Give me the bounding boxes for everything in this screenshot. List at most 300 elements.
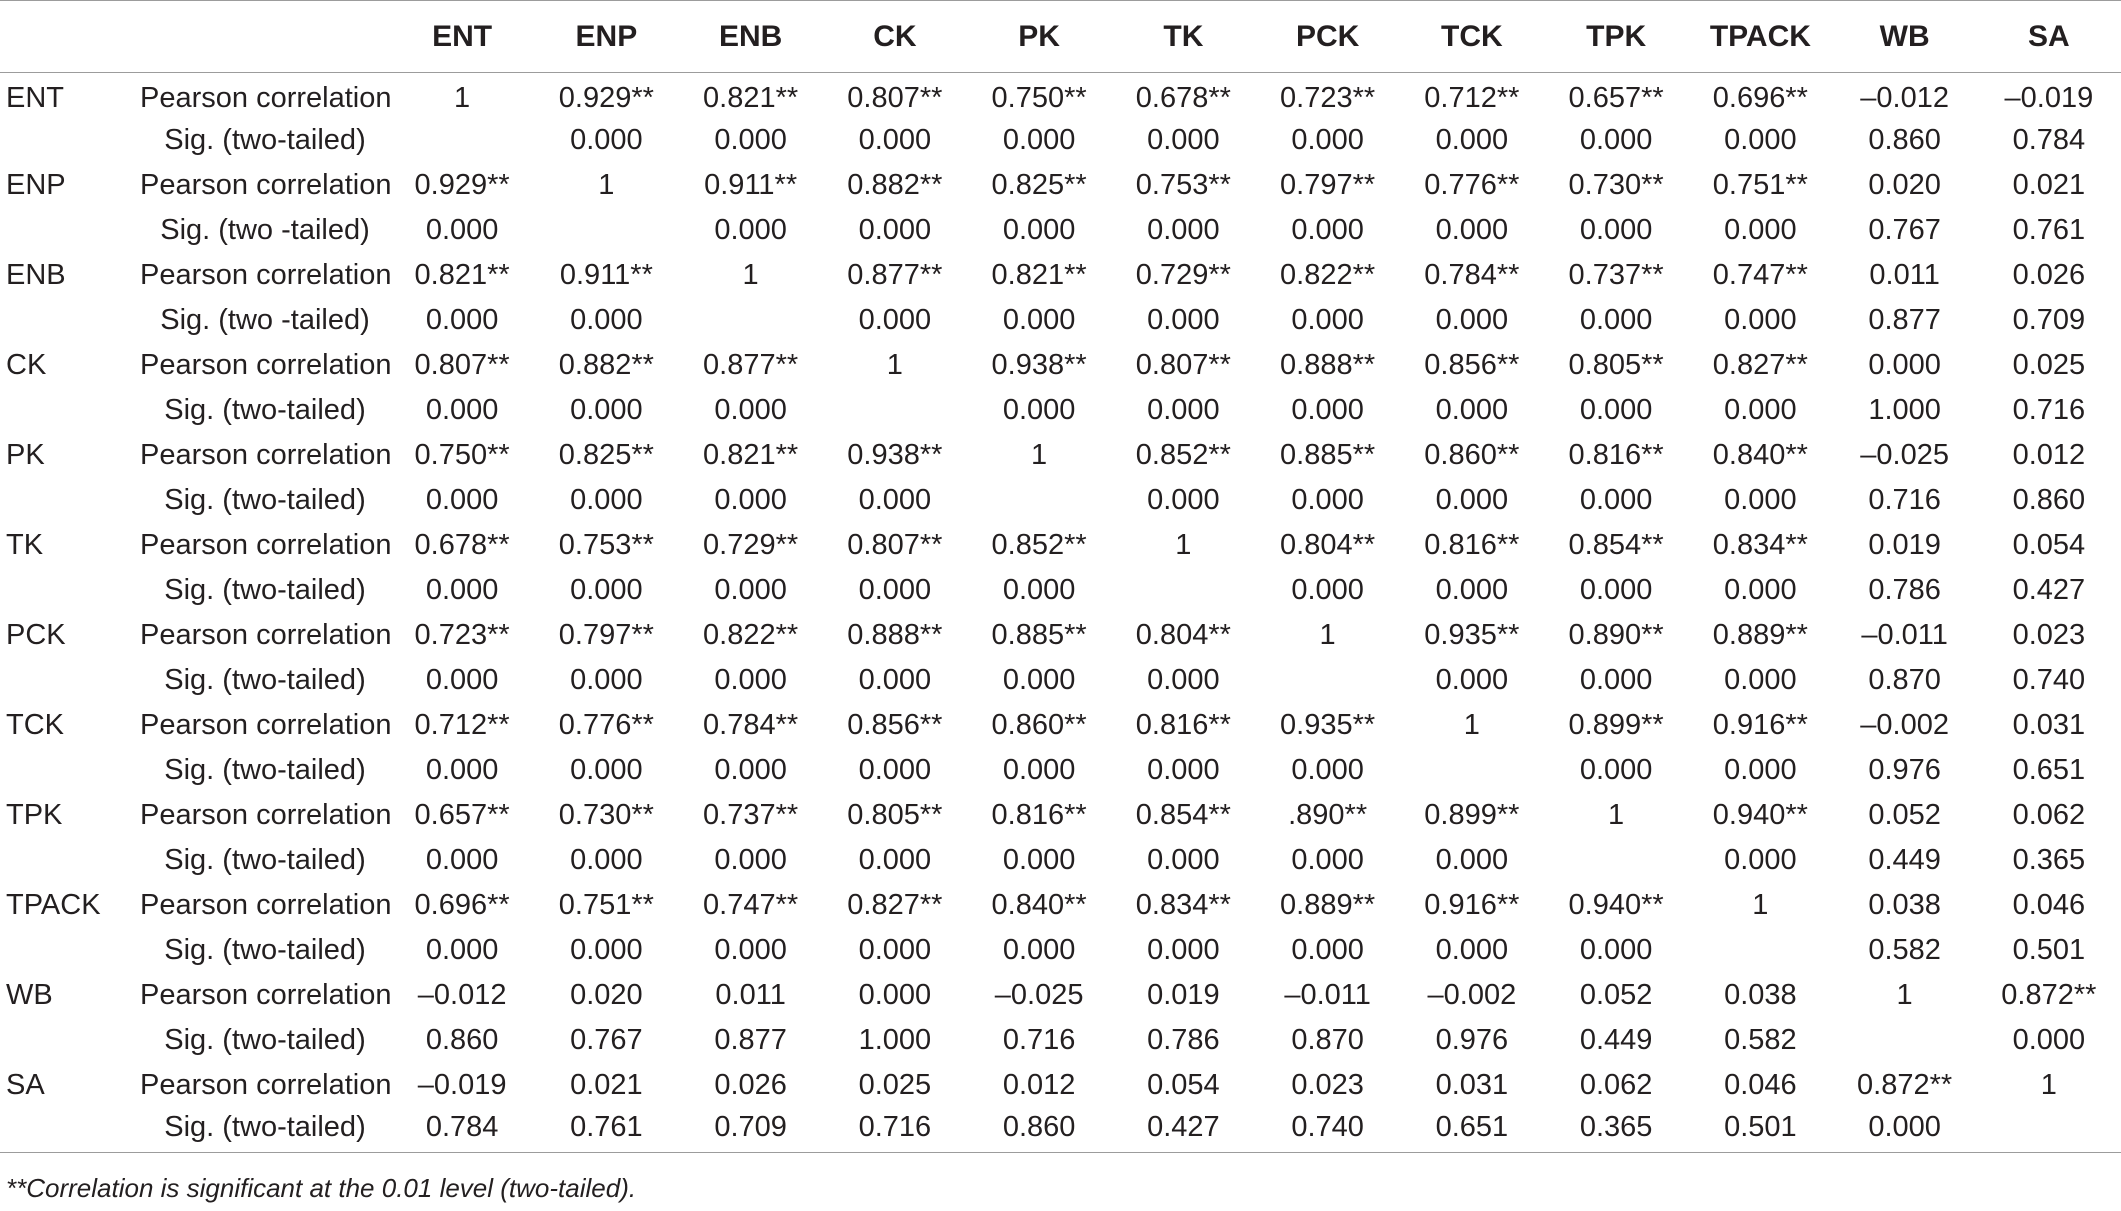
table-cell: 0.000 bbox=[1291, 483, 1364, 516]
table-cell: 0.000 bbox=[1579, 393, 1653, 426]
table-cell: 0.807** bbox=[1135, 348, 1231, 381]
table-cell: 0.000 bbox=[1147, 843, 1220, 876]
table-cell: 0.877** bbox=[703, 348, 799, 381]
table-cell: 0.872** bbox=[2001, 978, 2097, 1011]
table-cell: 0.000 bbox=[714, 933, 787, 966]
table-cell: 0.000 bbox=[858, 978, 932, 1011]
table-cell: –0.019 bbox=[2004, 81, 2094, 114]
row-variable-label: TK bbox=[6, 528, 44, 561]
table-cell: 0.000 bbox=[1724, 123, 1797, 156]
table-cell: 0.000 bbox=[1724, 483, 1797, 516]
row-statistic-label: Pearson correlation bbox=[140, 81, 392, 114]
table-cell: 0.000 bbox=[425, 483, 499, 516]
table-cell: 0.000 bbox=[570, 573, 643, 606]
table-cell: 0.000 bbox=[858, 483, 932, 516]
table-row bbox=[0, 253, 2121, 298]
table-cell: 0.856** bbox=[1424, 348, 1520, 381]
table-cell: 0.501 bbox=[2012, 933, 2086, 966]
table-cell: 0.935** bbox=[1280, 708, 1376, 741]
table-cell: 0.651 bbox=[1400, 1108, 1544, 1153]
table-cell: 0.716 bbox=[1868, 483, 1941, 516]
row-variable-label: CK bbox=[6, 348, 47, 381]
table-cell: 0.716 bbox=[2012, 393, 2086, 426]
table-cell: 0.000 bbox=[1147, 393, 1220, 426]
table-cell: 0.020 bbox=[570, 978, 643, 1011]
table-cell: 1 bbox=[886, 348, 903, 381]
row-statistic-label: Sig. (two-tailed) bbox=[164, 843, 366, 876]
row-statistic-label: Sig. (two-tailed) bbox=[164, 1023, 366, 1056]
row-statistic-label: Pearson correlation bbox=[140, 438, 392, 471]
row-variable-label: TCK bbox=[6, 708, 64, 741]
table-cell: 0.784** bbox=[1424, 258, 1520, 291]
table-row bbox=[0, 658, 2121, 703]
table-cell: 0.821** bbox=[991, 258, 1087, 291]
table-cell: 0.940** bbox=[1568, 888, 1664, 921]
table-cell: 0.011 bbox=[715, 978, 786, 1011]
table-cell: 0.888** bbox=[847, 618, 943, 651]
table-cell: .890** bbox=[1288, 798, 1368, 831]
table-cell: 0.899** bbox=[1568, 708, 1664, 741]
table-cell: 0.651 bbox=[2012, 753, 2086, 786]
table-row bbox=[0, 703, 2121, 748]
table-cell: 0.000 bbox=[425, 843, 499, 876]
table-cell: 0.000 bbox=[1579, 933, 1653, 966]
header-blank-var bbox=[0, 1, 140, 73]
table-cell: 0.000 bbox=[1291, 573, 1364, 606]
table-cell: 0.860 bbox=[967, 1108, 1111, 1153]
table-cell: 0.911** bbox=[559, 258, 653, 291]
table-cell: 1.000 bbox=[1868, 393, 1941, 426]
row-variable-label bbox=[0, 928, 140, 973]
table-cell: 0.840** bbox=[991, 888, 1087, 921]
column-header-enb: ENB bbox=[679, 1, 823, 73]
row-statistic-label: Pearson correlation bbox=[140, 258, 392, 291]
table-cell: 0.000 bbox=[1579, 483, 1653, 516]
table-cell: 0.582 bbox=[1868, 933, 1941, 966]
table-cell: 0.716 bbox=[1002, 1023, 1076, 1056]
table-cell: 0.825** bbox=[991, 168, 1087, 201]
table-cell: 0.854** bbox=[1568, 528, 1664, 561]
table-cell: 0.885** bbox=[1280, 438, 1376, 471]
table-cell: 0.750** bbox=[991, 81, 1087, 114]
table-cell: 0.723** bbox=[1280, 81, 1376, 114]
table-cell: 0.856** bbox=[847, 708, 943, 741]
table-cell: 0.807** bbox=[847, 81, 943, 114]
table-cell: 0.834** bbox=[1712, 528, 1808, 561]
table-cell: 0.751** bbox=[558, 888, 654, 921]
table-row bbox=[0, 793, 2121, 838]
table-cell: 0.709 bbox=[679, 1108, 823, 1153]
table-cell: –0.012 bbox=[1860, 81, 1949, 114]
table-cell: 0.021 bbox=[2012, 168, 2086, 201]
table-cell: 0.000 bbox=[570, 303, 643, 336]
table-cell: 0.000 bbox=[1291, 213, 1364, 246]
table-cell: 0.501 bbox=[1688, 1108, 1832, 1153]
table-cell: 0.365 bbox=[2012, 843, 2086, 876]
table-cell: 0.822** bbox=[1280, 258, 1376, 291]
table-cell: 0.000 bbox=[1147, 303, 1220, 336]
table-cell bbox=[1977, 1108, 2121, 1153]
table-cell: 0.054 bbox=[1147, 1068, 1220, 1101]
table-cell: 1 bbox=[742, 258, 759, 291]
table-cell: 0.000 bbox=[425, 213, 499, 246]
table-cell: 0.753** bbox=[1135, 168, 1231, 201]
table-cell: 0.657** bbox=[414, 798, 510, 831]
table-cell: 0.852** bbox=[1135, 438, 1231, 471]
table-cell: 1 bbox=[598, 168, 615, 201]
table-cell: 1 bbox=[1896, 978, 1913, 1011]
table-cell: –0.002 bbox=[1427, 978, 1517, 1011]
table-cell: 0.657** bbox=[1568, 81, 1664, 114]
table-row bbox=[0, 478, 2121, 523]
table-row bbox=[0, 208, 2121, 253]
table-cell: 0.761 bbox=[534, 1108, 678, 1153]
table-cell: 0.000 bbox=[570, 123, 643, 156]
table-cell: 0.019 bbox=[1868, 528, 1941, 561]
table-cell: 0.000 bbox=[1002, 393, 1076, 426]
table-cell: 0.825** bbox=[558, 438, 654, 471]
table-cell: 0.784** bbox=[703, 708, 799, 741]
table-row bbox=[0, 1108, 2121, 1153]
row-statistic-label: Sig. (two-tailed) bbox=[140, 1108, 390, 1153]
table-cell: 0.000 bbox=[714, 213, 787, 246]
table-cell: 0.000 bbox=[1435, 393, 1509, 426]
table-cell: 0.877 bbox=[714, 1023, 787, 1056]
table-cell: 0.776** bbox=[558, 708, 654, 741]
table-cell: 0.427 bbox=[2012, 573, 2086, 606]
table-cell: 0.827** bbox=[847, 888, 943, 921]
table-cell: 0.750** bbox=[414, 438, 510, 471]
table-cell: 0.000 bbox=[714, 663, 787, 696]
row-variable-label bbox=[0, 658, 140, 703]
table-cell: 0.000 bbox=[1435, 573, 1509, 606]
table-row bbox=[0, 73, 2121, 118]
row-variable-label: ENP bbox=[6, 168, 66, 201]
table-cell: 0.807** bbox=[414, 348, 510, 381]
table-row bbox=[0, 883, 2121, 928]
table-cell bbox=[1833, 1018, 1977, 1063]
table-cell: 0.805** bbox=[1568, 348, 1664, 381]
row-variable-label: PCK bbox=[6, 618, 66, 651]
table-cell: 0.000 bbox=[1435, 843, 1509, 876]
table-cell: 0.696** bbox=[1712, 81, 1808, 114]
table-cell: 1 bbox=[1608, 798, 1625, 831]
row-variable-label: ENT bbox=[6, 81, 64, 114]
table-cell: 0.000 bbox=[1147, 123, 1220, 156]
table-cell: –0.002 bbox=[1860, 708, 1949, 741]
row-variable-label bbox=[0, 1018, 140, 1063]
table-cell: 0.860 bbox=[2012, 483, 2086, 516]
table-cell: 0.747** bbox=[1712, 258, 1808, 291]
table-footnote: **Correlation is significant at the 0.01 level (two-tailed). bbox=[6, 1173, 637, 1203]
table-cell: 0.784 bbox=[390, 1108, 534, 1153]
row-statistic-label: Pearson correlation bbox=[140, 888, 392, 921]
row-statistic-label: Pearson correlation bbox=[140, 1068, 392, 1101]
table-cell: 0.761 bbox=[2012, 213, 2086, 246]
table-cell: 0.889** bbox=[1712, 618, 1808, 651]
table-cell: 0.000 bbox=[1435, 303, 1509, 336]
table-cell bbox=[390, 118, 534, 163]
table-cell: 0.000 bbox=[858, 933, 932, 966]
table-header bbox=[0, 1, 2121, 73]
table-cell: 0.025 bbox=[2012, 348, 2086, 381]
table-cell: 0.000 bbox=[570, 753, 643, 786]
column-header-tck: TCK bbox=[1400, 1, 1544, 73]
row-variable-label bbox=[0, 478, 140, 523]
table-cell: 0.000 bbox=[1579, 303, 1653, 336]
table-cell: 0.753** bbox=[558, 528, 654, 561]
table-row bbox=[0, 928, 2121, 973]
table-cell: 0.012 bbox=[2012, 438, 2086, 471]
table-cell: 0.911** bbox=[704, 168, 798, 201]
table-cell: 0.026 bbox=[2012, 258, 2086, 291]
row-statistic-label: Sig. (two-tailed) bbox=[164, 483, 366, 516]
table-cell: 0.000 bbox=[1868, 348, 1941, 381]
table-cell: 0.872** bbox=[1857, 1068, 1953, 1101]
row-statistic-label: Pearson correlation bbox=[140, 708, 392, 741]
table-cell bbox=[534, 208, 678, 253]
column-header-wb: WB bbox=[1833, 1, 1977, 73]
table-cell: 0.052 bbox=[1579, 978, 1653, 1011]
table-cell: 0.000 bbox=[714, 753, 787, 786]
table-cell: 0.000 bbox=[1724, 213, 1797, 246]
table-cell: 0.021 bbox=[570, 1068, 643, 1101]
table-cell: 0.427 bbox=[1111, 1108, 1255, 1153]
table-cell: 1 bbox=[2040, 1068, 2057, 1101]
table-cell: 0.821** bbox=[414, 258, 510, 291]
table-cell: 0.582 bbox=[1724, 1023, 1797, 1056]
row-variable-label: SA bbox=[6, 1068, 45, 1101]
table-cell: 0.709 bbox=[2012, 303, 2086, 336]
table-cell: 0.000 bbox=[858, 213, 932, 246]
row-variable-label bbox=[0, 118, 140, 163]
table-cell: 0.031 bbox=[2012, 708, 2086, 741]
table-cell: 0.000 bbox=[714, 123, 787, 156]
table-cell: 0.730** bbox=[558, 798, 654, 831]
table-cell: 0.882** bbox=[847, 168, 943, 201]
table-cell: 1 bbox=[1463, 708, 1480, 741]
table-cell: 0.816** bbox=[1568, 438, 1664, 471]
table-cell: 0.062 bbox=[1579, 1068, 1653, 1101]
table-cell: 0.000 bbox=[1579, 123, 1653, 156]
table-cell: 0.062 bbox=[2012, 798, 2086, 831]
table-cell: 0.882** bbox=[558, 348, 654, 381]
table-cell: 0.019 bbox=[1147, 978, 1220, 1011]
table-cell: 0.012 bbox=[1002, 1068, 1076, 1101]
table-cell: 0.023 bbox=[2012, 618, 2086, 651]
table-row bbox=[0, 343, 2121, 388]
table-cell: 0.000 bbox=[1002, 753, 1076, 786]
table-cell: 0.000 bbox=[1147, 663, 1220, 696]
table-cell: 0.000 bbox=[1724, 303, 1797, 336]
row-statistic-label: Pearson correlation bbox=[140, 618, 392, 651]
table-cell bbox=[1544, 838, 1688, 883]
table-cell: 0.000 bbox=[1435, 213, 1509, 246]
table-cell: 0.678** bbox=[1135, 81, 1231, 114]
column-header-tpk: TPK bbox=[1544, 1, 1688, 73]
table-cell: 0.000 bbox=[425, 303, 499, 336]
table-cell: 0.000 bbox=[714, 573, 787, 606]
row-statistic-label: Sig. (two-tailed) bbox=[164, 933, 366, 966]
table-cell: 0.000 bbox=[1002, 303, 1076, 336]
table-cell: 0.816** bbox=[1424, 528, 1520, 561]
table-row bbox=[0, 568, 2121, 613]
table-cell: 0.000 bbox=[1291, 933, 1364, 966]
table-cell: 0.000 bbox=[1579, 753, 1653, 786]
table-cell: 0.723** bbox=[414, 618, 510, 651]
table-cell: 0.797** bbox=[1280, 168, 1376, 201]
table-cell: 1 bbox=[1175, 528, 1192, 561]
table-cell: 0.890** bbox=[1568, 618, 1664, 651]
table-cell: 0.000 bbox=[714, 483, 787, 516]
table-cell: 0.860** bbox=[1424, 438, 1520, 471]
table-cell: 0.000 bbox=[1002, 573, 1076, 606]
table-cell: 0.888** bbox=[1280, 348, 1376, 381]
table-cell: 0.000 bbox=[1724, 393, 1797, 426]
table-cell: 0.000 bbox=[1147, 483, 1220, 516]
table-cell: 0.899** bbox=[1424, 798, 1520, 831]
table-cell: 0.011 bbox=[1869, 258, 1940, 291]
table-cell: 0.365 bbox=[1544, 1108, 1688, 1153]
table-cell: 0.816** bbox=[1135, 708, 1231, 741]
row-variable-label: TPK bbox=[6, 798, 63, 831]
table-cell: 0.020 bbox=[1868, 168, 1941, 201]
table-cell bbox=[967, 478, 1111, 523]
table-cell: 0.000 bbox=[1435, 483, 1509, 516]
table-cell: 0.046 bbox=[1724, 1068, 1797, 1101]
table-cell: 0.767 bbox=[1868, 213, 1941, 246]
table-cell: 1 bbox=[1752, 888, 1769, 921]
column-header-pck: PCK bbox=[1256, 1, 1400, 73]
table-cell bbox=[679, 298, 823, 343]
table-cell: 0.678** bbox=[414, 528, 510, 561]
row-statistic-label: Sig. (two-tailed) bbox=[164, 753, 366, 786]
row-statistic-label: Pearson correlation bbox=[140, 978, 392, 1011]
table-row bbox=[0, 388, 2121, 433]
table-cell: 0.929** bbox=[558, 81, 654, 114]
table-cell: 0.889** bbox=[1280, 888, 1376, 921]
table-cell: 0.852** bbox=[991, 528, 1087, 561]
table-cell: 0.929** bbox=[414, 168, 510, 201]
table-cell: –0.019 bbox=[417, 1068, 507, 1101]
table-cell: –0.012 bbox=[417, 978, 507, 1011]
table-cell: 0.976 bbox=[1435, 1023, 1509, 1056]
row-statistic-label: Sig. (two-tailed) bbox=[164, 123, 366, 156]
table-cell: 0.000 bbox=[425, 393, 499, 426]
table-cell: 0.031 bbox=[1435, 1068, 1509, 1101]
table-cell: 0.877** bbox=[847, 258, 943, 291]
table-cell: 0.000 bbox=[570, 933, 643, 966]
table-cell: 0.000 bbox=[1291, 303, 1364, 336]
table-cell: 0.776** bbox=[1424, 168, 1520, 201]
table-cell: 0.000 bbox=[1435, 933, 1509, 966]
table-body bbox=[0, 73, 2121, 1153]
table-cell: 0.000 bbox=[1002, 843, 1076, 876]
table-cell: 0.000 bbox=[1291, 123, 1364, 156]
table-cell: 0.000 bbox=[1724, 663, 1797, 696]
table-cell: 0.000 bbox=[2012, 1023, 2086, 1056]
table-cell: 0.000 bbox=[1147, 213, 1220, 246]
table-cell: –0.025 bbox=[994, 978, 1084, 1011]
table-cell: 0.000 bbox=[1002, 123, 1076, 156]
table-cell: 0.729** bbox=[703, 528, 799, 561]
table-cell: 0.449 bbox=[1579, 1023, 1653, 1056]
row-variable-label bbox=[0, 298, 140, 343]
table-cell: 0.000 bbox=[570, 483, 643, 516]
table-cell: 0.740 bbox=[1256, 1108, 1400, 1153]
column-header-sa: SA bbox=[1977, 1, 2121, 73]
table-cell: 0.025 bbox=[858, 1068, 932, 1101]
table-cell: 0.877 bbox=[1868, 303, 1941, 336]
table-cell: 0.696** bbox=[414, 888, 510, 921]
table-cell: 0.054 bbox=[2012, 528, 2086, 561]
table-cell: 0.000 bbox=[1435, 663, 1509, 696]
table-cell: 0.000 bbox=[1291, 393, 1364, 426]
row-statistic-label: Pearson correlation bbox=[140, 348, 392, 381]
table-cell: –0.025 bbox=[1860, 438, 1949, 471]
table-cell: 0.840** bbox=[1712, 438, 1808, 471]
table-cell: 0.730** bbox=[1568, 168, 1664, 201]
table-cell: 0.026 bbox=[714, 1068, 787, 1101]
table-cell: 0.000 bbox=[1579, 663, 1653, 696]
table-cell: 0.000 bbox=[1002, 663, 1076, 696]
table-cell: 0.822** bbox=[703, 618, 799, 651]
table-cell: 0.821** bbox=[703, 81, 799, 114]
table-cell bbox=[1111, 568, 1255, 613]
table-cell: 0.046 bbox=[2012, 888, 2086, 921]
table-cell: 0.854** bbox=[1135, 798, 1231, 831]
table-cell: 0.000 bbox=[1002, 933, 1076, 966]
table-row bbox=[0, 118, 2121, 163]
table-cell: 0.712** bbox=[414, 708, 510, 741]
table-cell: 0.000 bbox=[1579, 573, 1653, 606]
table-cell: 0.716 bbox=[823, 1108, 967, 1153]
table-cell bbox=[1688, 928, 1832, 973]
column-header-tpack: TPACK bbox=[1688, 1, 1832, 73]
table-cell: –0.011 bbox=[1861, 618, 1948, 651]
table-cell: 0.449 bbox=[1868, 843, 1941, 876]
table-cell: 0.938** bbox=[991, 348, 1087, 381]
row-variable-label: PK bbox=[6, 438, 45, 471]
header-row bbox=[0, 1, 2121, 73]
row-variable-label: TPACK bbox=[6, 888, 101, 921]
row-variable-label bbox=[0, 388, 140, 433]
table-cell: 0.712** bbox=[1424, 81, 1520, 114]
table-cell: 0.000 bbox=[1724, 753, 1797, 786]
table-cell: 0.940** bbox=[1712, 798, 1808, 831]
table-cell: 0.885** bbox=[991, 618, 1087, 651]
table-cell: 0.784 bbox=[2012, 123, 2086, 156]
table-cell: 0.916** bbox=[1712, 708, 1808, 741]
table-cell: 0.000 bbox=[1724, 843, 1797, 876]
table-cell bbox=[1256, 658, 1400, 703]
row-statistic-label: Sig. (two-tailed) bbox=[164, 663, 366, 696]
row-variable-label bbox=[0, 568, 140, 613]
row-variable-label: ENB bbox=[6, 258, 66, 291]
table-row bbox=[0, 298, 2121, 343]
row-statistic-label: Sig. (two-tailed) bbox=[164, 393, 366, 426]
table-cell: 0.000 bbox=[570, 843, 643, 876]
row-variable-label bbox=[0, 838, 140, 883]
table-cell: 0.000 bbox=[858, 843, 932, 876]
table-cell: 0.916** bbox=[1424, 888, 1520, 921]
table-cell: 0.870 bbox=[1868, 663, 1941, 696]
table-cell: 0.038 bbox=[1724, 978, 1797, 1011]
table-row bbox=[0, 613, 2121, 658]
table-cell: 0.052 bbox=[1868, 798, 1941, 831]
table-cell: 0.000 bbox=[1291, 843, 1364, 876]
table-cell: 0.000 bbox=[858, 303, 932, 336]
